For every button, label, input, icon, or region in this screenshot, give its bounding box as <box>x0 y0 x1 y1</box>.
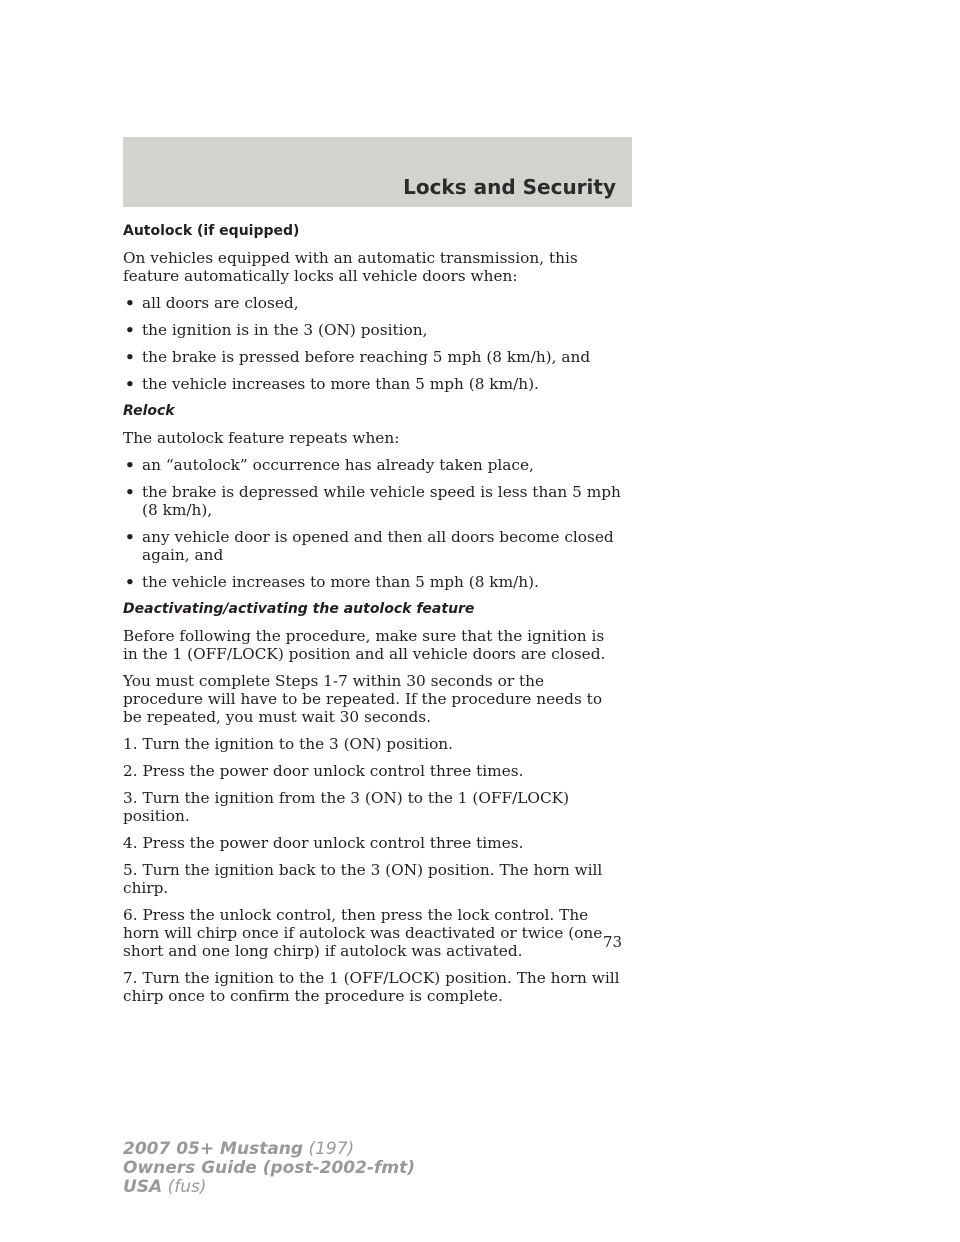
procedure-step: 3. Turn the ignition from the 3 (ON) to the 1 (OFF/LOCK) position. <box>123 789 570 825</box>
procedure-step: 5. Turn the ignition back to the 3 (ON) position. The horn will chirp. <box>123 861 603 897</box>
bullet-icon: • <box>125 294 135 312</box>
list-item: • the vehicle increases to more than 5 mph (8 km/h). <box>125 375 539 393</box>
footer-line-guide: Owners Guide (post-2002-fmt) <box>123 1158 416 1178</box>
bullet-icon: • <box>125 573 135 591</box>
section-title: Locks and Security <box>403 175 616 199</box>
deactivate-timing-note: You must complete Steps 1-7 within 30 seconds or the procedure will have to be repeated. If the procedure needs to be repeated, you must wait 30 seconds. <box>123 672 603 726</box>
list-item: • any vehicle door is opened and then all doors become closed again, and <box>125 528 614 564</box>
page-number: 73 <box>603 933 623 951</box>
list-item: • all doors are closed, <box>125 294 299 312</box>
procedure-step: 1. Turn the ignition to the 3 (ON) position. <box>123 735 454 753</box>
autolock-heading: Autolock (if equipped) <box>123 223 300 239</box>
bullet-icon: • <box>125 456 135 474</box>
bullet-icon: • <box>125 348 135 366</box>
page-content <box>123 222 623 1014</box>
relock-conditions-list <box>123 456 623 591</box>
document-footer <box>123 1140 415 1197</box>
procedure-step: 2. Press the power door unlock control three times. <box>123 762 524 780</box>
list-item: • the brake is pressed before reaching 5 mph (8 km/h), and <box>125 348 591 366</box>
deactivate-heading: Deactivating/activating the autolock feature <box>123 601 475 617</box>
relock-intro: The autolock feature repeats when: <box>123 429 400 447</box>
footer-line-model: 2007 05+ Mustang (197) <box>123 1139 355 1159</box>
procedure-step: 6. Press the unlock control, then press the lock control. The horn will chirp once if autolock was deactivated or twice (one short and one long chirp) if autolock was activated. <box>123 906 603 960</box>
list-item: • the vehicle increases to more than 5 mph (8 km/h). <box>125 573 539 591</box>
bullet-icon: • <box>125 321 135 339</box>
relock-heading: Relock <box>123 403 175 419</box>
bullet-icon: • <box>125 483 135 501</box>
list-item: • the brake is depressed while vehicle speed is less than 5 mph (8 km/h), <box>125 483 621 519</box>
procedure-step: 4. Press the power door unlock control three times. <box>123 834 524 852</box>
bullet-icon: • <box>125 528 135 546</box>
footer-line-market: USA (fus) <box>123 1177 207 1197</box>
autolock-conditions-list <box>123 294 623 393</box>
list-item: • an “autolock” occurrence has already taken place, <box>125 456 534 474</box>
autolock-intro: On vehicles equipped with an automatic transmission, this feature automatically locks all vehicle doors when: <box>123 249 578 285</box>
list-item: • the ignition is in the 3 (ON) position, <box>125 321 428 339</box>
procedure-step: 7. Turn the ignition to the 1 (OFF/LOCK) position. The horn will chirp once to confirm the procedure is complete. <box>123 969 620 1005</box>
bullet-icon: • <box>125 375 135 393</box>
deactivate-precondition: Before following the procedure, make sure that the ignition is in the 1 (OFF/LOCK) position and all vehicle doors are closed. <box>123 627 606 663</box>
section-header <box>123 137 632 207</box>
